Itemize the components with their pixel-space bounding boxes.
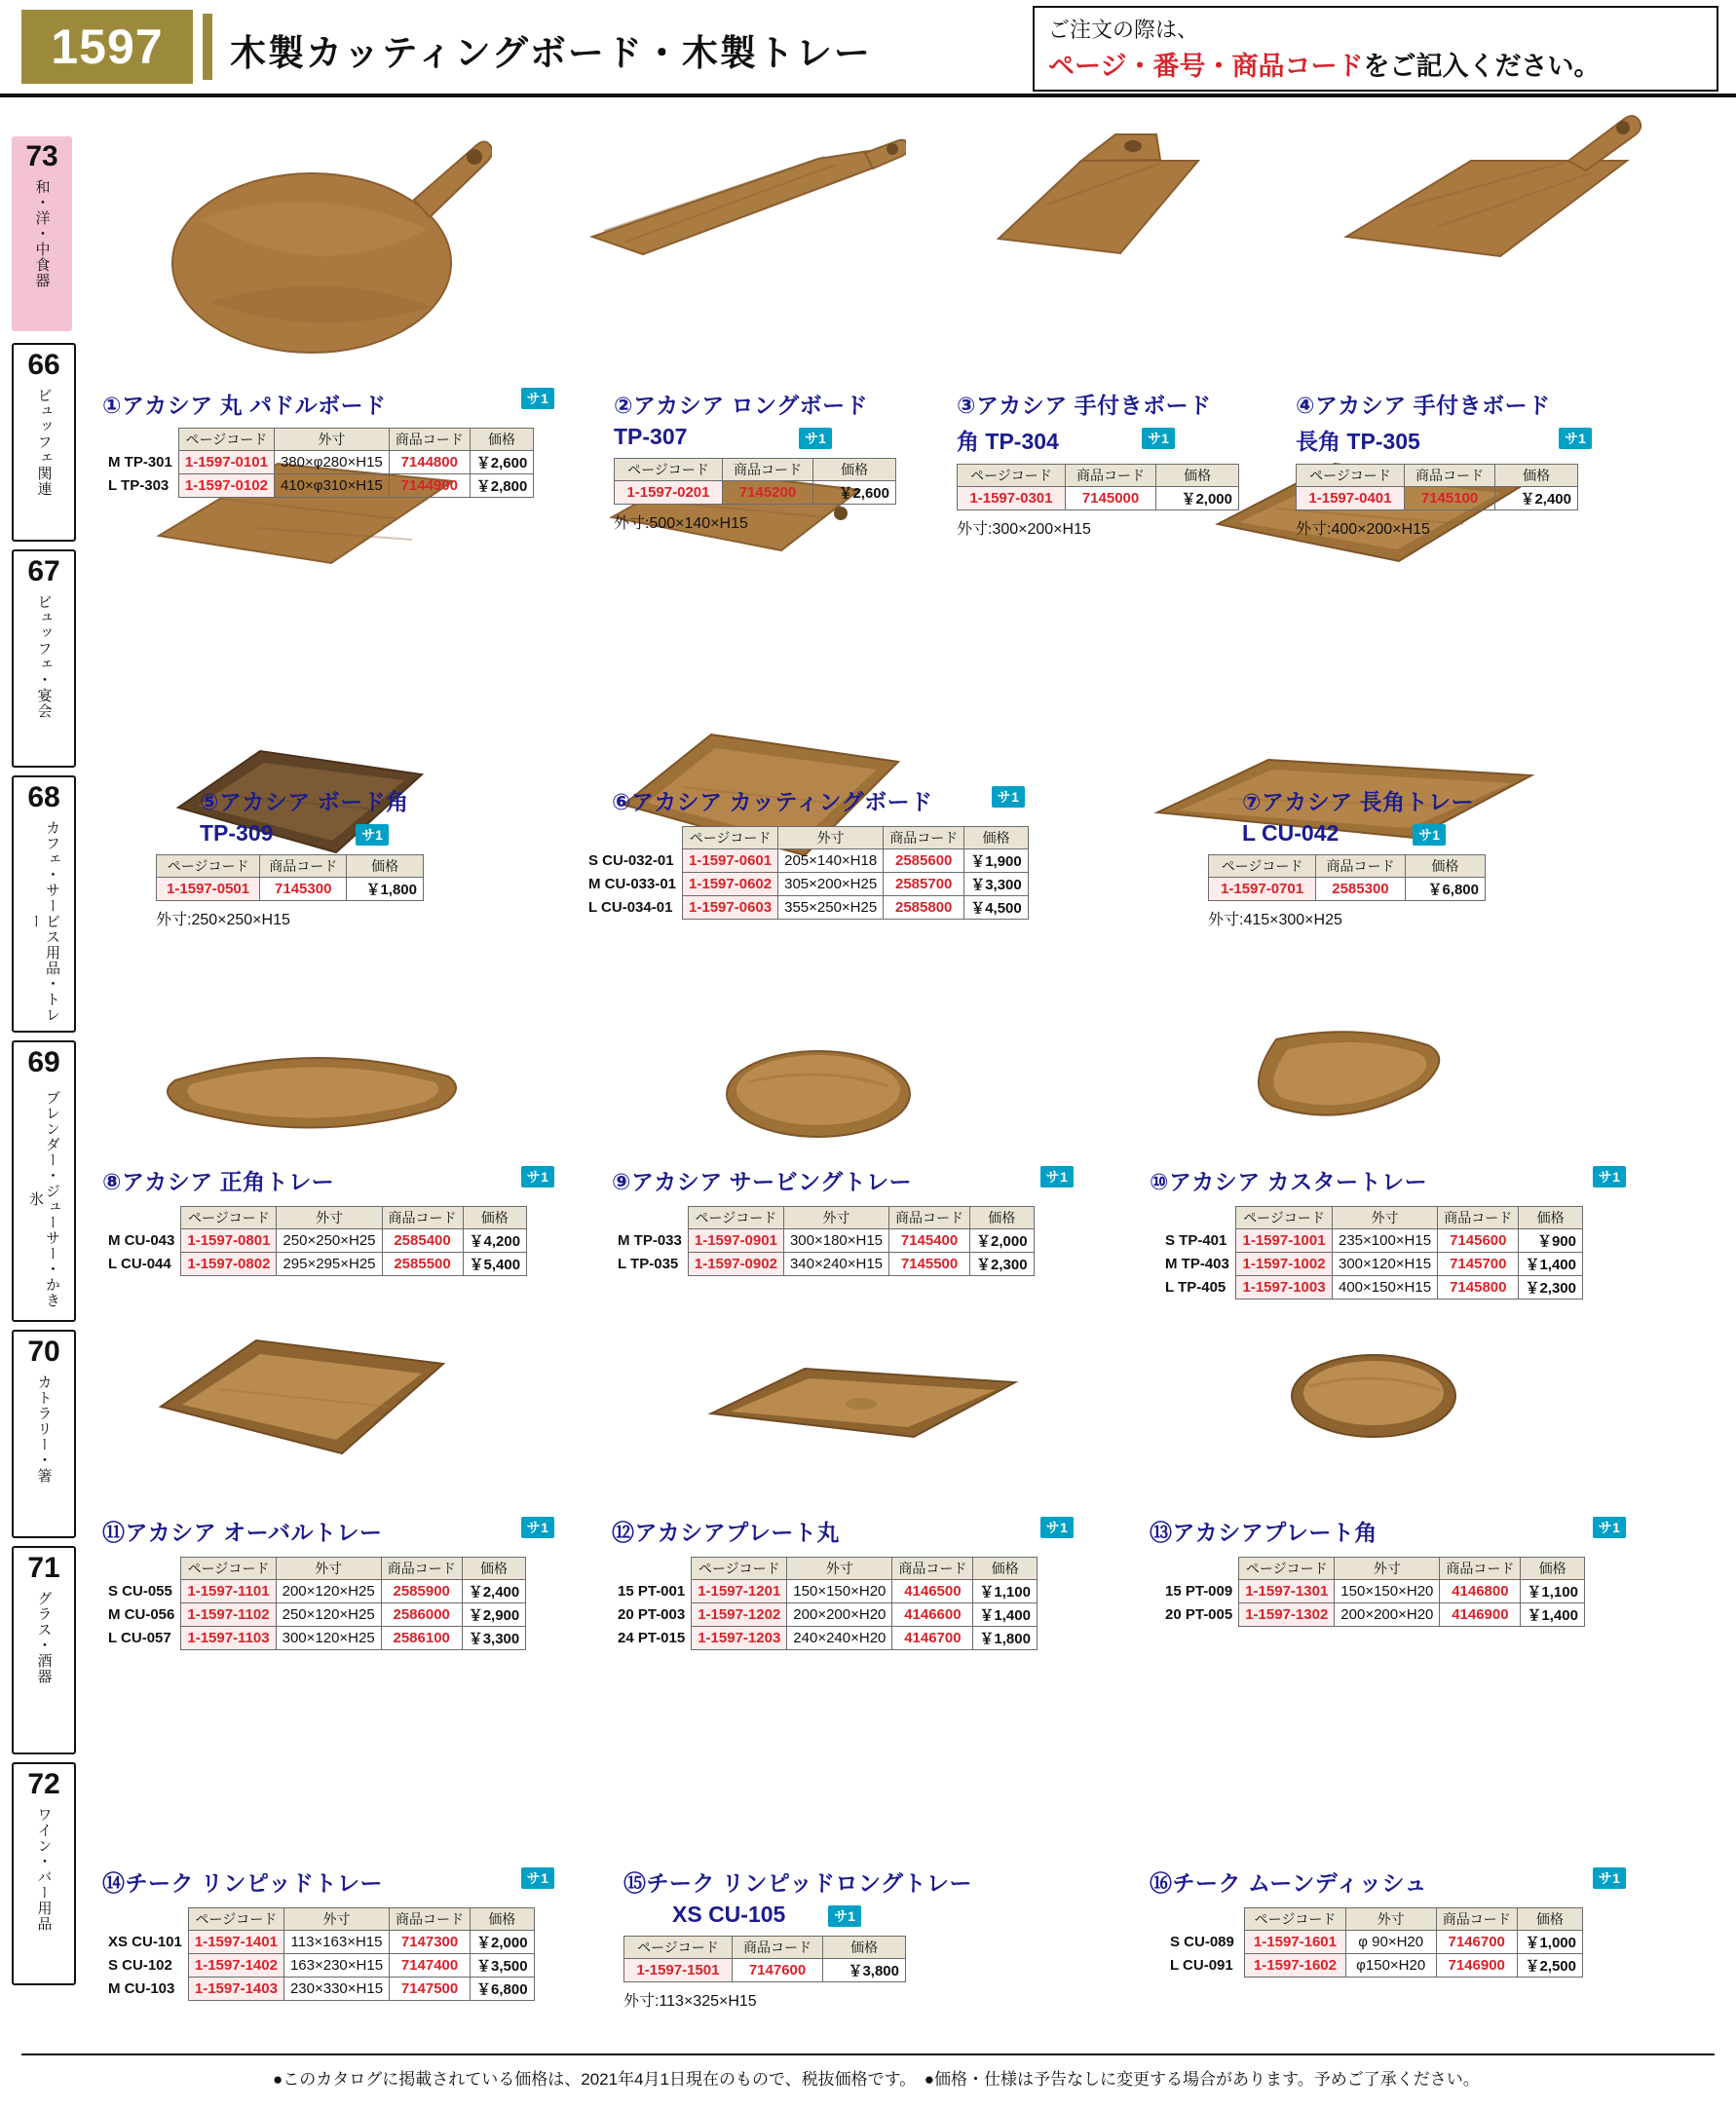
product-block-5 [156,784,531,929]
table-row: S TP-401 1-1597-1001 235×100×H15 7145600 ￥900 [1159,1229,1583,1253]
product-1-index: ① [102,393,122,418]
table-row: 1-1597-1501 7147600 ￥3,800 [624,1959,906,1982]
table-row: L CU-057 1-1597-1103 300×120×H25 2586100 ￥3,300 [102,1627,526,1650]
col-size: 外寸 [274,429,389,451]
sidebar-item-70[interactable] [12,1330,76,1538]
product-4-badge: サ1 [1559,428,1592,449]
product-7-index: ⑦ [1242,789,1262,814]
sidebar-item-71-label: グラス・酒器 [35,1591,53,1684]
sidebar-item-68-label: カフェ・サービス用品・トレー [27,820,60,1023]
table-row: S CU-102 1-1597-1402 163×230×H15 7147400 ￥3,500 [102,1954,534,1978]
table-row: L CU-034-01 1-1597-0603 355×250×H25 2585800 ￥4,500 [583,896,1028,920]
product-block-2 [614,388,935,533]
product-13-index: ⑬ [1150,1520,1173,1545]
product-2-name: アカシア ロングボード [632,393,869,418]
product-11-index: ⑪ [102,1520,126,1545]
sidebar-item-67-number: 67 [27,555,60,587]
table-row: S CU-089 1-1597-1601 φ 90×H20 7146700 ￥1,000 [1164,1931,1583,1954]
product-2-subtitle-row [614,424,935,450]
table-header-row: ページコード 外寸 商品コード 価格 [102,1908,534,1931]
order-note-tail: をご記入ください。 [1363,52,1601,81]
product-block-14 [102,1865,549,2001]
product-6-table [583,826,1029,920]
product-block-13 [1150,1515,1621,1627]
sidebar-item-66-number: 66 [27,349,60,381]
product-12-badge: サ1 [1040,1517,1074,1538]
table-header-row: ページコード 外寸 商品コード 価格 [612,1558,1037,1580]
product-3-model: 角 TP-304 [957,429,1059,454]
product-11-table [102,1557,526,1650]
product-14-index: ⑭ [102,1870,126,1896]
table-row: 20 PT-003 1-1597-1202 200×200×H20 4146600 ￥1,400 [612,1603,1037,1627]
product-block-3 [957,388,1278,539]
product-1-table [102,428,534,498]
product-2-badge: サ1 [799,428,832,449]
table-row: XS CU-101 1-1597-1401 113×163×H15 7147300 ￥2,000 [102,1931,534,1954]
product-16-name: チーク ムーンディッシュ [1172,1870,1427,1896]
product-5-note: 外寸:250×250×H15 [156,912,290,928]
product-13-title [1150,1515,1621,1547]
table-row: 1-1597-0201 7145200 ￥2,600 [615,481,896,505]
order-note-highlight: ページ・番号・商品コード [1048,52,1364,81]
product-6-badge: サ1 [992,786,1025,808]
header-divider [0,94,1736,97]
product-block-9 [612,1164,1069,1276]
col-page-code: ページコード [178,429,274,451]
product-image-4 [1335,102,1656,278]
product-8-badge: サ1 [521,1166,554,1187]
product-14-name: チーク リンピッドトレー [125,1870,383,1896]
product-14-badge: サ1 [521,1867,554,1889]
product-15-model: XS CU-105 [672,1902,786,1927]
product-6-title [612,784,1079,816]
table-header-row: ページコード 外寸 商品コード 価格 [102,1207,527,1229]
product-9-name: アカシア サービングトレー [630,1169,913,1194]
product-8-name: アカシア 正角トレー [121,1169,335,1194]
product-block-1 [102,388,549,498]
product-16-badge: サ1 [1593,1867,1626,1889]
product-4-note: 外寸:400×200×H15 [1296,521,1430,538]
product-5-name: アカシア ボード角 [218,789,409,814]
table-header-row: ページコード 外寸 商品コード 価格 [612,1207,1034,1229]
product-7-name: アカシア 長角トレー [1261,789,1475,814]
product-7-badge: サ1 [1413,824,1446,846]
table-row: 1-1597-0701 2585300 ￥6,800 [1209,878,1486,901]
sidebar-item-71-number: 71 [27,1552,60,1584]
product-7-subtitle-row [1242,820,1632,847]
table-header-row: ページコード 商品コード 価格 [1209,855,1486,878]
table-row: 1-1597-0401 7145100 ￥2,400 [1297,487,1578,510]
product-image-16 [1286,1339,1461,1447]
table-header-row [102,429,534,451]
sidebar-item-67-label: ビュッフェ・宴会 [35,594,53,719]
product-15-title [623,1865,1081,1898]
page-number-box [21,10,193,84]
product-1-name: アカシア 丸 パドルボード [121,393,387,418]
product-block-11 [102,1515,549,1650]
product-block-15 [623,1865,1081,2011]
table-row: M CU-033-01 1-1597-0602 305×200×H25 2585700 ￥3,300 [583,873,1028,896]
product-12-index: ⑫ [612,1520,635,1545]
table-header-row: ページコード 外寸 商品コード 価格 [1164,1908,1583,1931]
product-block-8 [102,1164,549,1276]
product-10-name: アカシア カスタートレー [1168,1169,1428,1194]
product-image-12 [721,1037,916,1145]
product-block-12 [612,1515,1069,1650]
table-row: L TP-405 1-1597-1003 400×150×H15 7145800 ￥2,300 [1159,1276,1583,1300]
product-4-name: アカシア 手付きボード [1314,393,1551,418]
product-image-11 [146,1037,477,1145]
product-3-index: ③ [957,393,976,418]
product-8-table [102,1206,527,1276]
product-4-index: ④ [1296,393,1315,418]
product-10-title [1150,1164,1621,1196]
table-row: M CU-056 1-1597-1102 250×120×H25 2586000 ￥2,900 [102,1603,526,1627]
order-note-line2 [1048,45,1600,83]
product-image-14 [151,1325,453,1471]
product-9-badge: サ1 [1040,1166,1074,1187]
product-15-badge: サ1 [828,1905,861,1927]
product-13-table [1159,1557,1585,1627]
product-15-subtitle-row [672,1902,1081,1928]
product-14-table [102,1907,535,2001]
table-row: 15 PT-001 1-1597-1201 150×150×H20 4146500 ￥1,100 [612,1580,1037,1603]
product-3-name: アカシア 手付きボード [975,393,1212,418]
product-image-3 [989,117,1252,278]
product-3-badge: サ1 [1142,428,1175,449]
product-11-title [102,1515,549,1547]
order-note-box [1033,6,1718,92]
product-2-index: ② [614,393,633,418]
product-15-note: 外寸:113×325×H15 [623,1993,757,2010]
product-3-subtitle-row [957,424,1278,456]
col-item-code: 商品コード [389,429,470,451]
product-12-table [612,1557,1038,1650]
order-note-line1: ご注文の際は、 [1048,18,1199,42]
product-4-subtitle-row [1296,424,1685,456]
product-7-note: 外寸:415×300×H25 [1208,912,1342,928]
product-5-title [200,784,531,816]
product-image-15 [701,1349,1023,1456]
product-4-table [1296,464,1578,510]
sidebar-item-66-label: ビュッフェ関連 [35,388,53,497]
product-13-name: アカシアプレート角 [1172,1520,1377,1545]
table-header-row: ページコード 外寸 商品コード 価格 [1159,1207,1583,1229]
sidebar-item-72-number: 72 [27,1768,60,1800]
product-image-1 [170,122,492,365]
product-9-table [612,1206,1035,1276]
table-row: 1-1597-0301 7145000 ￥2,000 [958,487,1239,510]
product-1-title [102,388,549,420]
table-row: L CU-044 1-1597-0802 295×295×H25 2585500 ￥5,400 [102,1253,527,1276]
product-12-name: アカシアプレート丸 [634,1520,840,1545]
table-row: 1-1597-0501 7145300 ￥1,800 [157,878,424,901]
sidebar-item-67[interactable] [12,549,76,768]
sidebar-item-66[interactable] [12,343,76,542]
product-15-name: チーク リンピッドロングトレー [646,1870,973,1896]
footer-note: ●このカタログに掲載されている価格は、2021年4月1日現在のもので、税抜価格です。 ●価格・仕様は予告なしに変更する場合があります。予めご了承ください。 [273,2070,1480,2089]
product-3-note: 外寸:300×200×H15 [957,521,1091,538]
product-9-index: ⑨ [612,1169,631,1194]
sidebar-item-71[interactable] [12,1546,76,1754]
sidebar-item-72[interactable] [12,1762,76,1985]
page-title: 木製カッティングボード・木製トレー [230,33,872,73]
table-header-row: ページコード 外寸 商品コード 価格 [1159,1558,1584,1580]
product-2-note: 外寸:500×140×H15 [614,515,748,532]
product-4-model: 長角 TP-305 [1296,429,1420,454]
sidebar-item-73-label: 和・洋・中食器 [33,179,51,288]
table-row: M CU-043 1-1597-0801 250×250×H25 2585400 ￥4,200 [102,1229,527,1253]
product-block-7 [1208,784,1632,929]
footer-divider [21,2053,1715,2055]
product-10-index: ⑩ [1150,1169,1169,1194]
table-row: M TP-033 1-1597-0901 300×180×H15 7145400 ￥2,000 [612,1229,1034,1253]
sidebar-item-73-number: 73 [25,140,58,172]
product-image-2 [585,122,906,278]
product-3-table [957,464,1239,510]
product-2-model: TP-307 [614,424,688,449]
product-8-title [102,1164,549,1196]
product-2-title [614,388,935,420]
product-8-index: ⑧ [102,1169,122,1194]
table-row: L TP-035 1-1597-0902 340×240×H15 7145500 ￥2,300 [612,1253,1034,1276]
table-row: 20 PT-005 1-1597-1302 200×200×H20 4146900 ￥1,400 [1159,1603,1584,1627]
table-header-row: ページコード 外寸 商品コード 価格 [583,827,1028,849]
product-13-badge: サ1 [1593,1517,1626,1538]
product-5-model: TP-309 [200,820,274,846]
table-row: M TP-403 1-1597-1002 300×120×H15 7145700 ￥1,400 [1159,1253,1583,1276]
page-header [0,0,1736,97]
table-header-row: ページコード 商品コード 価格 [615,459,896,481]
product-16-index: ⑯ [1150,1870,1173,1896]
sidebar-item-69-label: ブレンダー・ジューサー・かき氷 [27,1089,60,1308]
table-header-row: ページコード 商品コード 価格 [958,465,1239,487]
product-7-model: L CU-042 [1242,820,1340,846]
sidebar-item-72-label: ワイン・バー用品 [35,1807,53,1932]
product-2-table [614,458,896,505]
product-block-16 [1150,1865,1621,1978]
product-3-title [957,388,1278,420]
sidebar-item-70-label: カトラリー・箸 [35,1375,53,1484]
product-1-badge: サ1 [521,388,554,409]
table-row: S CU-055 1-1597-1101 200×120×H25 2585900 ￥2,400 [102,1580,526,1603]
page-number: 1597 [51,19,164,74]
product-block-4 [1296,388,1685,539]
product-6-index: ⑥ [612,789,631,814]
table-row: L TP-303 1-1597-0102 410×φ310×H15 7144900 ￥2,800 [102,474,534,498]
product-16-table [1164,1907,1583,1978]
product-6-name: アカシア カッティングボード [630,789,933,814]
sidebar-item-70-number: 70 [27,1336,60,1368]
table-row: S CU-032-01 1-1597-0601 205×140×H18 2585600 ￥1,900 [583,849,1028,873]
table-row: M TP-301 1-1597-0101 380×φ280×H15 7144800 ￥2,600 [102,451,534,474]
product-10-table [1159,1206,1583,1300]
sidebar-item-73[interactable] [12,136,72,331]
table-row: 24 PT-015 1-1597-1203 240×240×H20 4146700 ￥1,800 [612,1627,1037,1650]
product-block-10 [1150,1164,1621,1300]
product-7-title [1242,784,1632,816]
product-15-table [623,1936,906,1982]
sidebar-item-69[interactable] [12,1040,76,1322]
product-5-index: ⑤ [200,789,219,814]
product-5-badge: サ1 [356,824,389,846]
product-11-badge: サ1 [521,1517,554,1538]
product-7-table [1208,854,1486,901]
table-row: L CU-091 1-1597-1602 φ150×H20 7146900 ￥2,500 [1164,1954,1583,1978]
product-11-name: アカシア オーバルトレー [125,1520,383,1545]
product-12-title [612,1515,1069,1547]
product-4-title [1296,388,1685,420]
table-header-row: ページコード 外寸 商品コード 価格 [102,1558,526,1580]
product-image-13 [1237,1018,1461,1140]
product-14-title [102,1865,549,1898]
product-9-title [612,1164,1069,1196]
col-price: 価格 [470,429,534,451]
table-header-row: ページコード 商品コード 価格 [157,855,424,878]
sidebar-item-68-number: 68 [27,781,60,813]
product-5-table [156,854,424,901]
header-accent-bar [203,14,212,80]
product-10-badge: サ1 [1593,1166,1626,1187]
sidebar-item-69-number: 69 [27,1046,60,1078]
table-row: 15 PT-009 1-1597-1301 150×150×H20 4146800 ￥1,100 [1159,1580,1584,1603]
product-5-subtitle-row [200,820,531,847]
product-block-6 [588,784,1079,920]
sidebar-item-68[interactable] [12,775,76,1033]
product-16-title [1150,1865,1621,1898]
table-row: M CU-103 1-1597-1403 230×330×H15 7147500 ￥6,800 [102,1978,534,2001]
table-header-row: ページコード 商品コード 価格 [1297,465,1578,487]
table-header-row: ページコード 商品コード 価格 [624,1937,906,1959]
product-15-index: ⑮ [623,1870,647,1896]
